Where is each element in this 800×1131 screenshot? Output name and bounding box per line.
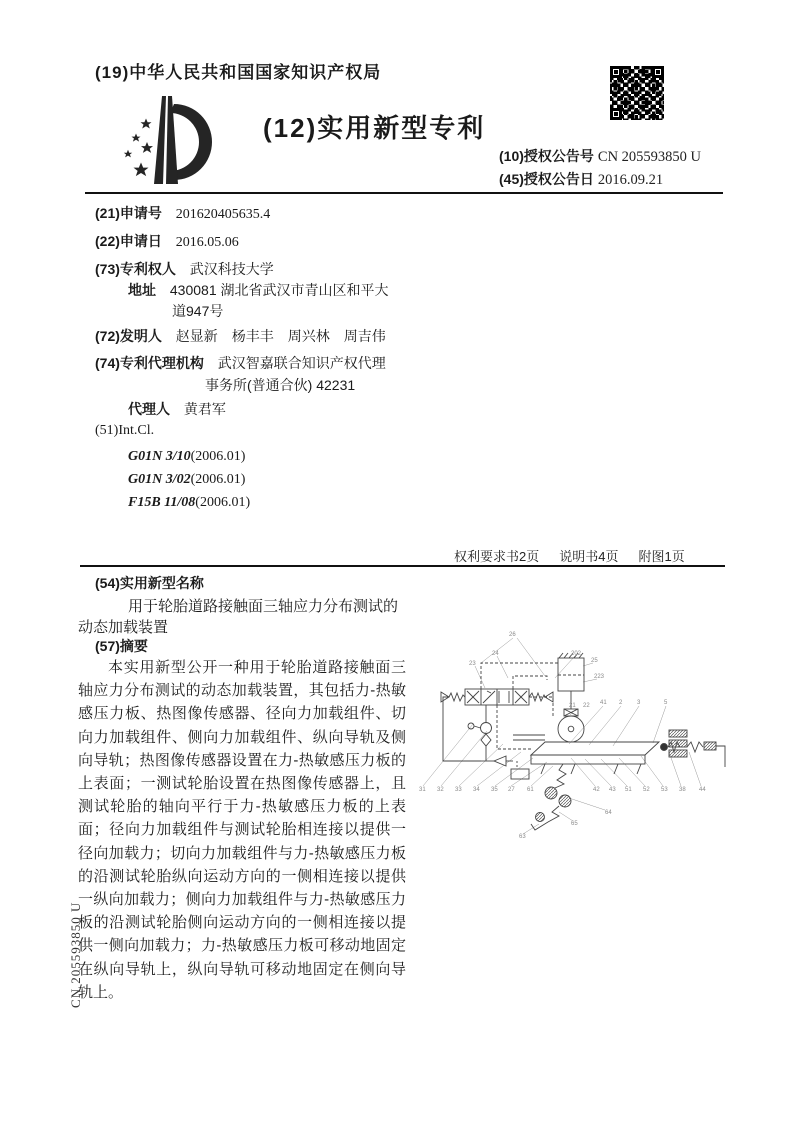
agency-label: (74)专利代理机构 <box>95 355 204 371</box>
ipc-date: (2006.01) <box>195 495 251 510</box>
application-number-value: 201620405635.4 <box>175 207 271 222</box>
svg-text:35: 35 <box>491 787 498 793</box>
publication-number-label: (10)授权公告号 <box>499 148 594 164</box>
ipc-label: (51)Int.Cl. <box>95 423 155 438</box>
pages-info <box>454 546 705 565</box>
agency-line2: 事务所(普通合伙) 42231 <box>205 377 356 393</box>
ipc-date: (2006.01) <box>190 472 246 487</box>
svg-text:61: 61 <box>527 787 534 793</box>
svg-text:21: 21 <box>569 703 576 709</box>
qr-finder-icon <box>610 66 622 78</box>
patentee-row <box>95 259 274 279</box>
publication-date-label: (45)授权公告日 <box>499 171 594 187</box>
svg-text:34: 34 <box>473 787 480 793</box>
ipc-entry <box>128 470 245 488</box>
control-lines <box>481 663 558 749</box>
inventors-row <box>95 326 386 346</box>
svg-text:2: 2 <box>619 700 623 706</box>
figure-callouts <box>419 632 706 840</box>
abstract-text: 本实用新型公开一种用于轮胎道路接触面三轴应力分布测试的动态加载装置，其包括力-热敏感压力板、热图像传感器、径向力加载组件、切向力加载组件、侧向力加载组件、纵向导轨及侧向导轨；热图像传感器设置在力-热敏感压力板的上表面；一测试轮胎设置在热图像传感器上，且测试轮胎的轴向平行于力-热敏感压力板的上表面；径向力加载组件与测试轮胎相连接以提供一径向加载力；切向力加载组件与力-热敏感压力板的沿测试轮胎纵向运动方向的一侧相连接以提供一纵向加载力；侧向力加载组件与力-热敏感压力板的沿测试轮胎侧向运动方向的一侧相连接以提供一侧向加载力；力-热敏感压力板可移动地固定在纵向导轨上，纵向导轨可移动地固定在侧向导轨上。 <box>78 659 406 1001</box>
pressure-plate <box>513 735 659 774</box>
patentee-value: 武汉科技大学 <box>189 261 274 277</box>
utility-model-title-line2: 动态加载装置 <box>78 619 169 636</box>
publication-number-row <box>499 146 701 166</box>
svg-text:27: 27 <box>508 787 515 793</box>
ipc-code: G01N 3/10 <box>128 449 191 464</box>
inventors-value: 赵显新 杨丰丰 周兴林 周吉伟 <box>175 328 386 344</box>
publication-date-row <box>499 169 663 189</box>
address-line1: 430081 湖北省武汉市青山区和平大 <box>169 282 389 298</box>
svg-text:3: 3 <box>637 700 641 706</box>
header-divider <box>85 192 723 194</box>
qr-code <box>610 66 664 120</box>
svg-text:22: 22 <box>583 703 590 709</box>
address-label: 地址 <box>128 282 156 298</box>
svg-text:223: 223 <box>594 674 605 680</box>
svg-text:38: 38 <box>679 787 686 793</box>
hydraulic-pump <box>468 705 492 734</box>
address-row <box>128 280 389 300</box>
tangential-spring-assembly <box>531 764 571 830</box>
svg-text:32: 32 <box>437 787 444 793</box>
figure-pages: 附图1页 <box>638 549 685 564</box>
svg-text:23: 23 <box>469 661 476 667</box>
svg-text:52: 52 <box>643 787 650 793</box>
svg-text:33: 33 <box>455 787 462 793</box>
svg-text:63: 63 <box>519 834 526 840</box>
lateral-spring-assembly <box>661 730 726 767</box>
svg-text:43: 43 <box>609 787 616 793</box>
svg-text:5: 5 <box>664 700 668 706</box>
ipc-heading <box>95 423 154 439</box>
svg-text:24: 24 <box>492 651 499 657</box>
application-number-row <box>95 203 270 223</box>
qr-finder-icon <box>652 66 664 78</box>
address-row-2 <box>172 301 223 321</box>
title-section-label: (54)实用新型名称 <box>95 575 204 591</box>
svg-text:44: 44 <box>699 787 706 793</box>
address-line2: 道947号 <box>172 303 224 319</box>
application-number-label: (21)申请号 <box>95 205 162 221</box>
ipc-date: (2006.01) <box>190 449 246 464</box>
ipc-entry <box>128 447 245 465</box>
utility-model-title-line1: 用于轮胎道路接触面三轴应力分布测试的 <box>128 598 399 615</box>
inventors-label: (72)发明人 <box>95 328 162 344</box>
svg-text:25: 25 <box>591 658 598 664</box>
svg-text:26: 26 <box>509 632 516 638</box>
agent-value: 黄君军 <box>183 401 226 417</box>
application-date-value: 2016.05.06 <box>175 235 239 250</box>
ipc-code: G01N 3/02 <box>128 472 191 487</box>
qr-finder-icon <box>610 108 622 120</box>
patentee-label: (73)专利权人 <box>95 261 176 277</box>
document-type-title: (12)实用新型专利 <box>263 113 486 143</box>
svg-text:31: 31 <box>419 787 426 793</box>
patent-figure-1 <box>413 616 731 856</box>
test-tire <box>558 716 584 742</box>
ipc-entry <box>128 493 250 511</box>
description-pages: 说明书4页 <box>559 549 619 564</box>
agency-row-2 <box>205 375 355 395</box>
application-date-label: (22)申请日 <box>95 233 162 249</box>
ipc-code: F15B 11/08 <box>128 495 196 510</box>
svg-text:202: 202 <box>571 651 582 657</box>
svg-text:64: 64 <box>605 810 612 816</box>
body-divider <box>80 565 725 567</box>
svg-text:41: 41 <box>600 700 607 706</box>
application-date-row <box>95 231 239 251</box>
publication-date-value: 2016.09.21 <box>597 172 664 188</box>
agent-label: 代理人 <box>128 401 170 417</box>
agency-row <box>95 353 386 373</box>
svg-text:53: 53 <box>661 787 668 793</box>
agent-row <box>128 399 226 419</box>
svg-text:51: 51 <box>625 787 632 793</box>
publication-number-value: CN 205593850 U <box>597 149 702 165</box>
claims-pages: 权利要求书2页 <box>454 549 540 564</box>
agency-line1: 武汉智嘉联合知识产权代理 <box>217 355 386 371</box>
abstract-section-label: (57)摘要 <box>95 638 148 654</box>
svg-text:65: 65 <box>571 821 578 827</box>
side-publication-number: CN 205593850 U <box>68 901 83 1008</box>
sipo-logo-icon <box>116 90 220 192</box>
svg-text:42: 42 <box>593 787 600 793</box>
patent-office-name: (19)中华人民共和国国家知识产权局 <box>95 63 382 82</box>
